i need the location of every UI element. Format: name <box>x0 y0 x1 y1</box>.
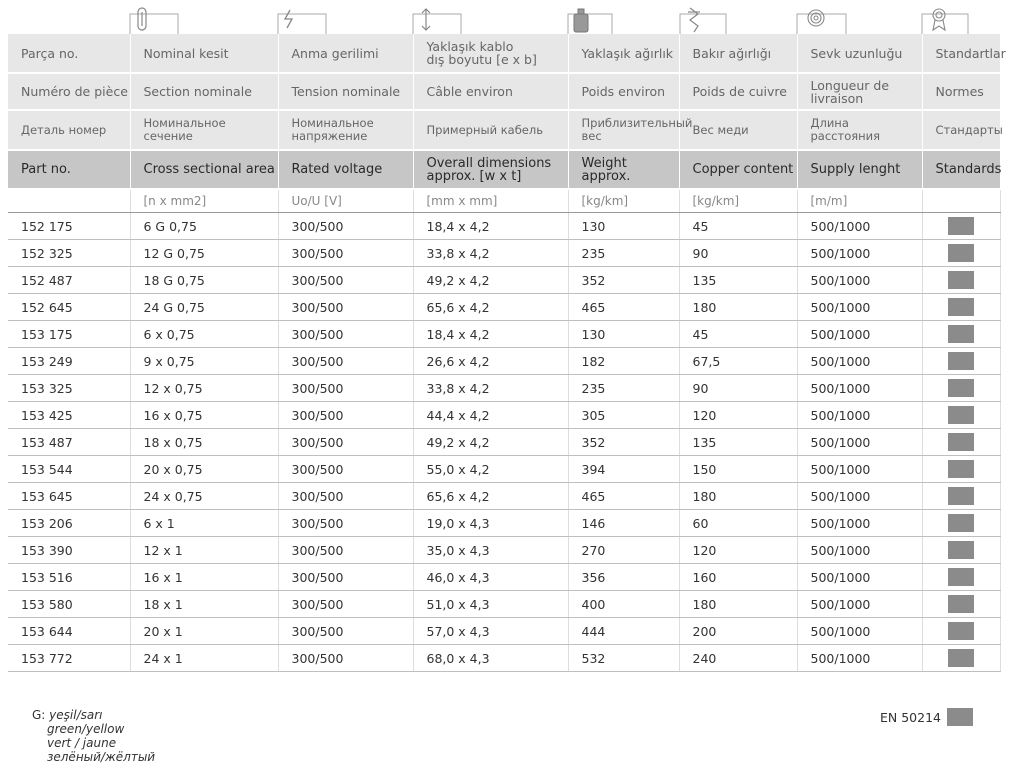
table-cell: 16 x 0,75 <box>130 402 278 429</box>
eu-mark-icon <box>948 406 974 424</box>
table-row <box>8 348 1000 375</box>
table-cell: 500/1000 <box>797 645 922 672</box>
table-cell: 18,4 x 4,2 <box>413 321 568 348</box>
table-cell: 18 x 0,75 <box>130 429 278 456</box>
table-cell: 130 <box>568 321 679 348</box>
footnote-line: green/yellow <box>47 722 125 736</box>
eu-mark-icon <box>948 541 974 559</box>
table-cell: 153 580 <box>8 591 130 618</box>
footnote-prefix: G: <box>32 708 46 722</box>
unit-cell <box>8 189 130 213</box>
header-row <box>8 150 1000 189</box>
eu-mark-icon <box>947 708 973 726</box>
header-cell: Parça no. <box>8 34 130 73</box>
table-cell: 18 x 1 <box>130 591 278 618</box>
table-cell: 12 G 0,75 <box>130 240 278 267</box>
table-cell: 300/500 <box>278 483 413 510</box>
table-cell: 180 <box>679 483 797 510</box>
table-cell: 152 645 <box>8 294 130 321</box>
header-cell: Примерный кабель <box>413 110 568 150</box>
header-cell: Длина расстояния <box>797 110 922 150</box>
unit-cell: [kg/km] <box>568 189 679 213</box>
table-cell: 200 <box>679 618 797 645</box>
table-cell: 55,0 x 4,2 <box>413 456 568 483</box>
header-cell: Normes <box>922 73 1000 110</box>
table-cell: 153 644 <box>8 618 130 645</box>
table-cell: 500/1000 <box>797 348 922 375</box>
table-cell: 65,6 x 4,2 <box>413 483 568 510</box>
standards-cell <box>922 510 1000 537</box>
header-row <box>8 110 1000 150</box>
table-row <box>8 402 1000 429</box>
table-cell: 465 <box>568 483 679 510</box>
table-cell: 500/1000 <box>797 213 922 240</box>
header-cell: Номинальное сечение <box>130 110 278 150</box>
table-cell: 400 <box>568 591 679 618</box>
standards-cell <box>922 429 1000 456</box>
header-cell: Standards <box>922 150 1000 189</box>
header-cell: Part no. <box>8 150 130 189</box>
certificate-icon <box>933 9 945 30</box>
table-cell: 152 487 <box>8 267 130 294</box>
table-cell: 500/1000 <box>797 456 922 483</box>
table-cell: 300/500 <box>278 456 413 483</box>
standards-cell <box>922 483 1000 510</box>
header-row <box>8 73 1000 110</box>
table-cell: 35,0 x 4,3 <box>413 537 568 564</box>
table-cell: 153 175 <box>8 321 130 348</box>
table-cell: 500/1000 <box>797 483 922 510</box>
standard-note <box>880 708 973 726</box>
table-cell: 300/500 <box>278 645 413 672</box>
table-cell: 90 <box>679 240 797 267</box>
table-cell: 153 516 <box>8 564 130 591</box>
table-row <box>8 591 1000 618</box>
standards-cell <box>922 348 1000 375</box>
table-cell: 532 <box>568 645 679 672</box>
table-cell: 45 <box>679 213 797 240</box>
header-cell: Yaklaşık kablo dış boyutu [e x b] <box>413 34 568 73</box>
table-cell: 44,4 x 4,2 <box>413 402 568 429</box>
table-cell: 235 <box>568 375 679 402</box>
table-cell: 153 206 <box>8 510 130 537</box>
unit-cell <box>922 189 1000 213</box>
table-cell: 300/500 <box>278 429 413 456</box>
eu-mark-icon <box>948 433 974 451</box>
table-cell: 51,0 x 4,3 <box>413 591 568 618</box>
eu-mark-icon <box>948 514 974 532</box>
table-cell: 300/500 <box>278 267 413 294</box>
table-cell: 24 x 0,75 <box>130 483 278 510</box>
table-cell: 120 <box>679 402 797 429</box>
eu-mark-icon <box>948 460 974 478</box>
eu-mark-icon <box>948 595 974 613</box>
table-cell: 444 <box>568 618 679 645</box>
table-cell: 180 <box>679 591 797 618</box>
table-cell: 6 G 0,75 <box>130 213 278 240</box>
table-cell: 46,0 x 4,3 <box>413 564 568 591</box>
standards-cell <box>922 240 1000 267</box>
unit-cell: [kg/km] <box>679 189 797 213</box>
table-cell: 152 325 <box>8 240 130 267</box>
footnote-line: yeşil/sarı <box>49 708 103 722</box>
table-cell: 235 <box>568 240 679 267</box>
header-cell: Стандарты <box>922 110 1000 150</box>
header-cell: Вес меди <box>679 110 797 150</box>
table-cell: 500/1000 <box>797 240 922 267</box>
table-row <box>8 294 1000 321</box>
standards-cell <box>922 213 1000 240</box>
table-row <box>8 537 1000 564</box>
standards-cell <box>922 375 1000 402</box>
units-row <box>8 189 1000 213</box>
table-cell: 60 <box>679 510 797 537</box>
table-cell: 153 249 <box>8 348 130 375</box>
header-cell: Bakır ağırlığı <box>679 34 797 73</box>
standards-cell <box>922 537 1000 564</box>
standards-cell <box>922 591 1000 618</box>
table-row <box>8 213 1000 240</box>
eu-mark-icon <box>948 217 974 235</box>
table-cell: 300/500 <box>278 402 413 429</box>
table-cell: 16 x 1 <box>130 564 278 591</box>
table-cell: 49,2 x 4,2 <box>413 267 568 294</box>
table-cell: 24 x 1 <box>130 645 278 672</box>
header-cell: Tension nominale <box>278 73 413 110</box>
table-cell: 300/500 <box>278 321 413 348</box>
table-cell: 180 <box>679 294 797 321</box>
color-footnote <box>32 708 155 764</box>
table-cell: 19,0 x 4,3 <box>413 510 568 537</box>
standards-cell <box>922 456 1000 483</box>
header-cell: Section nominale <box>130 73 278 110</box>
eu-mark-icon <box>948 622 974 640</box>
header-cell: Yaklaşık ağırlık <box>568 34 679 73</box>
table-cell: 500/1000 <box>797 618 922 645</box>
table-cell: 240 <box>679 645 797 672</box>
table-cell: 305 <box>568 402 679 429</box>
footnote-line: зелёный/жёлтый <box>47 750 156 764</box>
dimension-icon <box>422 9 430 30</box>
table-cell: 182 <box>568 348 679 375</box>
table-cell: 153 544 <box>8 456 130 483</box>
table-cell: 500/1000 <box>797 429 922 456</box>
table-cell: 394 <box>568 456 679 483</box>
table-cell: 6 x 0,75 <box>130 321 278 348</box>
eu-mark-icon <box>948 568 974 586</box>
eu-mark-icon <box>948 649 974 667</box>
eu-mark-icon <box>948 379 974 397</box>
standards-cell <box>922 618 1000 645</box>
table-cell: 33,8 x 4,2 <box>413 240 568 267</box>
table-cell: 500/1000 <box>797 375 922 402</box>
table-cell: 135 <box>679 429 797 456</box>
unit-cell: [m/m] <box>797 189 922 213</box>
header-cell: Sevk uzunluğu <box>797 34 922 73</box>
header-cell: Standartlar <box>922 34 1000 73</box>
standards-cell <box>922 402 1000 429</box>
column-icon-strip <box>0 6 1009 36</box>
cable-section-icon <box>138 8 146 30</box>
table-cell: 300/500 <box>278 564 413 591</box>
weight-icon <box>574 9 588 32</box>
header-cell: Rated voltage <box>278 150 413 189</box>
table-cell: 500/1000 <box>797 402 922 429</box>
table-cell: 300/500 <box>278 537 413 564</box>
table-cell: 12 x 1 <box>130 537 278 564</box>
table-cell: 153 425 <box>8 402 130 429</box>
table-cell: 68,0 x 4,3 <box>413 645 568 672</box>
table-cell: 300/500 <box>278 375 413 402</box>
table-cell: 153 487 <box>8 429 130 456</box>
table-cell: 500/1000 <box>797 564 922 591</box>
header-cell: Poids de cuivre <box>679 73 797 110</box>
table-row <box>8 483 1000 510</box>
header-cell: Weight approx. <box>568 150 679 189</box>
footnote-line: vert / jaune <box>47 736 117 750</box>
table-cell: 130 <box>568 213 679 240</box>
table-row <box>8 267 1000 294</box>
table-cell: 500/1000 <box>797 267 922 294</box>
unit-cell: [n x mm2] <box>130 189 278 213</box>
table-cell: 18 G 0,75 <box>130 267 278 294</box>
header-cell: Anma gerilimi <box>278 34 413 73</box>
table-cell: 300/500 <box>278 294 413 321</box>
spool-icon <box>808 10 824 26</box>
header-cell: Longueur de livraison <box>797 73 922 110</box>
header-cell: Supply lenght <box>797 150 922 189</box>
eu-mark-icon <box>948 325 974 343</box>
table-cell: 67,5 <box>679 348 797 375</box>
table-cell: 152 175 <box>8 213 130 240</box>
table-cell: 65,6 x 4,2 <box>413 294 568 321</box>
eu-mark-icon <box>948 487 974 505</box>
table-cell: 300/500 <box>278 618 413 645</box>
table-cell: 153 772 <box>8 645 130 672</box>
table-cell: 150 <box>679 456 797 483</box>
table-cell: 300/500 <box>278 213 413 240</box>
table-cell: 153 390 <box>8 537 130 564</box>
table-row <box>8 645 1000 672</box>
table-cell: 12 x 0,75 <box>130 375 278 402</box>
table-cell: 49,2 x 4,2 <box>413 429 568 456</box>
table-cell: 352 <box>568 267 679 294</box>
table-cell: 300/500 <box>278 510 413 537</box>
table-cell: 45 <box>679 321 797 348</box>
table-cell: 146 <box>568 510 679 537</box>
table-row <box>8 564 1000 591</box>
table-cell: 20 x 0,75 <box>130 456 278 483</box>
unit-cell: [mm x mm] <box>413 189 568 213</box>
table-cell: 57,0 x 4,3 <box>413 618 568 645</box>
table-cell: 500/1000 <box>797 294 922 321</box>
table-cell: 352 <box>568 429 679 456</box>
standards-cell <box>922 294 1000 321</box>
table-cell: 500/1000 <box>797 591 922 618</box>
standards-cell <box>922 645 1000 672</box>
table-cell: 300/500 <box>278 591 413 618</box>
table-cell: 26,6 x 4,2 <box>413 348 568 375</box>
table-cell: 300/500 <box>278 348 413 375</box>
table-cell: 153 325 <box>8 375 130 402</box>
unit-cell: Uo/U [V] <box>278 189 413 213</box>
table-cell: 356 <box>568 564 679 591</box>
table-cell: 300/500 <box>278 240 413 267</box>
eu-mark-icon <box>948 298 974 316</box>
table-row <box>8 510 1000 537</box>
table-row <box>8 240 1000 267</box>
standards-cell <box>922 564 1000 591</box>
header-cell: Copper content <box>679 150 797 189</box>
table-cell: 33,8 x 4,2 <box>413 375 568 402</box>
table-cell: 20 x 1 <box>130 618 278 645</box>
header-cell: Câble environ <box>413 73 568 110</box>
header-cell: Cross sectional area <box>130 150 278 189</box>
table-cell: 24 G 0,75 <box>130 294 278 321</box>
table-cell: 160 <box>679 564 797 591</box>
table-row <box>8 429 1000 456</box>
voltage-icon <box>285 10 292 28</box>
table-body <box>8 34 1006 672</box>
eu-mark-icon <box>948 352 974 370</box>
cable-spec-table <box>8 34 1006 672</box>
eu-mark-icon <box>948 271 974 289</box>
table-cell: 120 <box>679 537 797 564</box>
column-icon-art <box>0 6 1009 36</box>
header-cell: Poids environ <box>568 73 679 110</box>
table-cell: 500/1000 <box>797 510 922 537</box>
table-cell: 500/1000 <box>797 537 922 564</box>
standards-cell <box>922 321 1000 348</box>
header-cell: Номинальное напряжение <box>278 110 413 150</box>
header-cell: Приблизительный вес <box>568 110 679 150</box>
table-row <box>8 321 1000 348</box>
table-cell: 135 <box>679 267 797 294</box>
header-row <box>8 34 1000 73</box>
table-row <box>8 456 1000 483</box>
table-cell: 270 <box>568 537 679 564</box>
table-row <box>8 375 1000 402</box>
standards-cell <box>922 267 1000 294</box>
table-cell: 9 x 0,75 <box>130 348 278 375</box>
table-cell: 18,4 x 4,2 <box>413 213 568 240</box>
header-cell: Nominal kesit <box>130 34 278 73</box>
table-cell: 465 <box>568 294 679 321</box>
header-cell: Деталь номер <box>8 110 130 150</box>
eu-mark-icon <box>948 244 974 262</box>
table-cell: 500/1000 <box>797 321 922 348</box>
copper-icon <box>688 8 700 32</box>
table-row <box>8 618 1000 645</box>
table-cell: 153 645 <box>8 483 130 510</box>
header-cell: Overall dimensions approx. [w x t] <box>413 150 568 189</box>
header-cell: Numéro de pièce <box>8 73 130 110</box>
table-cell: 90 <box>679 375 797 402</box>
standard-note-text: EN 50214 <box>880 709 941 725</box>
table-cell: 6 x 1 <box>130 510 278 537</box>
